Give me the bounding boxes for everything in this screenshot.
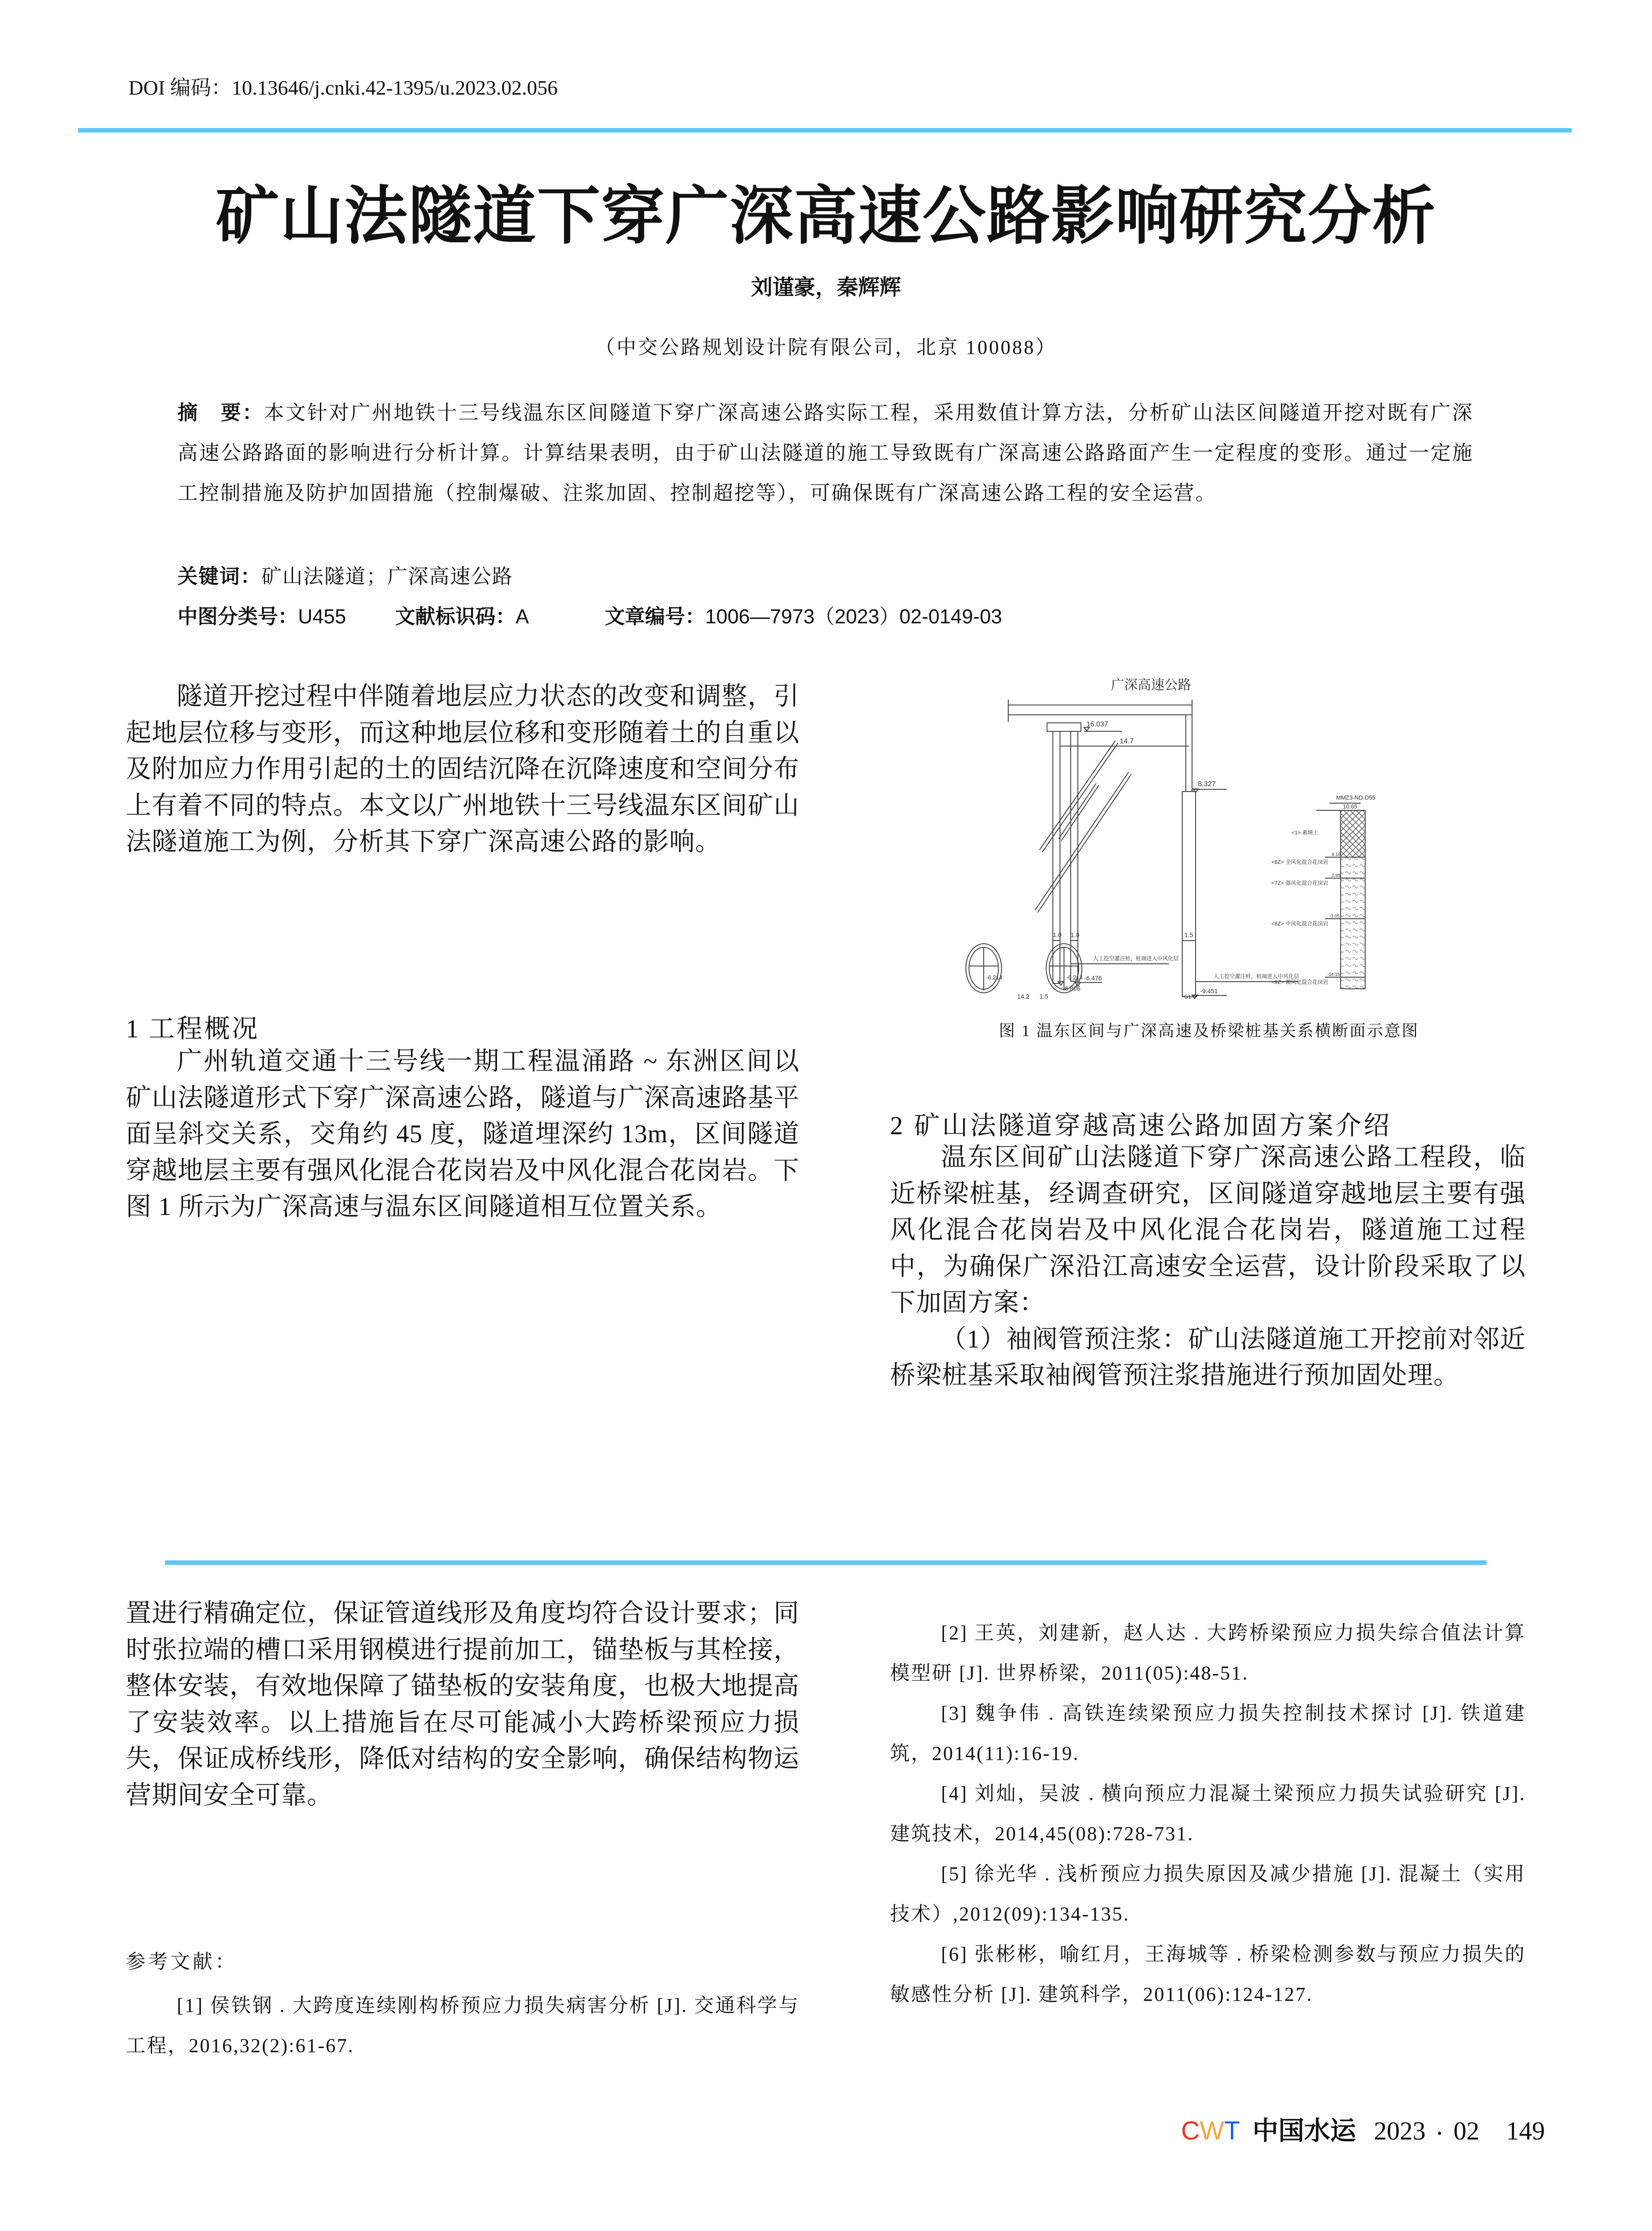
doc-code-value: A [515,605,529,628]
article-no-value: 1006—7973（2023）02-0149-03 [705,605,1002,628]
layer-name: <1> 素填土 [1292,829,1319,836]
keywords-text: 矿山法隧道；广深高速公路 [261,565,513,588]
references-left [126,1986,799,2066]
article-no-label: 文章编号： [604,605,705,628]
reference-item: [3] 魏争伟 . 高铁连续梁预应力损失控制技术探讨 [J]. 铁道建筑，2014(11):16-19. [890,1702,1526,1764]
logo-letter-w: W [1200,2116,1225,2145]
dim-1-0-a: 1.0 [1053,931,1062,938]
dim-1-5-pile: 1.5 [1184,931,1193,938]
abstract [178,393,1474,513]
separator-dot: • [1437,2126,1442,2141]
figure-1-cross-section [959,669,1450,999]
continued-text: 置进行精确定位，保证管道线形及角度均符合设计要求；同时张拉端的槽口采用钢模进行提前加工，锚垫板与其栓接，整体安装，有效地保障了锚垫板的安装角度，也极大地提高了安装效率。以上措施旨在尽可能减小大跨桥梁预应力损失，保证成桥线形，降低对结构的安全影响，确保结构物运营期间安全可靠。 [126,1599,799,1809]
pile-note-right: 人工挖空灌注桩，桩端进入中风化层 [1213,973,1300,979]
classification-line [178,600,1002,629]
pier-right [1186,715,1192,792]
top-rule [78,128,1572,133]
keywords-label: 关键词： [178,565,262,588]
layer-elev: -3.05 [1329,914,1340,919]
layer-name: <9Z> 微风化混合花岗岩 [1271,979,1329,985]
elev-6476: -6.476 [1084,975,1102,982]
section-1-text: 广州轨道交通十三号线一期工程温涌路 ~ 东洲区间以矿山法隧道形式下穿广深高速公路，隧道与广深高速路基平面呈斜交关系，交角约 45 度，隧道埋深约 13m，区间隧道穿越地层主要有强风化混合花岗岩及中风化混合花岗岩。下图 1 所示为广深高速与温东区间隧道相互位置关系。 [126,1047,799,1221]
article-authors: 刘谨豪，秦辉辉 [751,276,901,299]
reference-item: [1] 侯铁钢 . 大跨度连续刚构桥预应力损失病害分析 [J]. 交通科学与工程，2016,32(2):61-67. [126,1995,799,2057]
continued-paragraph [126,1595,799,1813]
tunnel-elev-right: -6.214 [1066,974,1083,981]
doc-code-label: 文献标识码： [395,605,516,628]
clc-label: 中图分类号： [178,605,298,628]
abstract-text: 本文针对广州地铁十三号线温东区间隧道下穿广深高速公路实际工程，采用数值计算方法，分析矿山法区间隧道开挖对既有广深高速公路路面的影响进行分析计算。计算结果表明，由于矿山法隧道的施工导致既有广深高速公路路面产生一定程度的变形。通过一定施工控制措施及防护加固措施（控制爆破、注浆加固、控制超挖等），可确保既有广深高速公路工程的安全运营。 [178,402,1474,504]
pile-id: S1 [1184,994,1191,999]
layer-fill [1341,810,1365,857]
layer-name: <6Z> 全风化混合花岗岩 [1271,859,1329,865]
section-2-text: 温东区间矿山法隧道下穿广深高速公路工程段，临近桥梁桩基，经调查研究，区间隧道穿越地层主要有强风化混合花岗岩及中风化混合花岗岩，隧道施工过程中，为确保广深沿江高速安全运营，设计阶段采取了以下加固方案： [890,1143,1526,1317]
article-title: 矿山法隧道下穿广深高速公路影响研究分析 [215,181,1437,252]
section-1-heading: 1 工程概况 [126,1014,260,1043]
clc-value: U455 [298,605,346,628]
issue-year: 2023 [1374,2116,1426,2145]
reference-item: [2] 王英，刘建新，赵人达 . 大跨桥梁预应力损失综合值法计算模型研 [J]. 世界桥梁，2011(05):48-51. [890,1622,1526,1684]
layer-fill [1341,857,1365,989]
pile-right [1182,792,1196,997]
road-deck [1008,705,1192,715]
references-right [890,1613,1526,2015]
intro-paragraph [126,678,799,860]
intro-text: 隧道开挖过程中伴随着地层应力状态的改变和调整，引起地层位移与变形，而这种地层位移和变形随着土的自重以及附加应力作用引起的土的固结沉降在沉降速度和空间分布上有着不同的特点。本文以广州地铁十三号线温东区间矿山法隧道施工为例，分析其下穿广深高速公路的影响。 [126,682,799,856]
journal-name: 中国水运 [1252,2116,1356,2145]
section-2-heading: 2 矿山法隧道穿越高速公路加固方案介绍 [890,1111,1392,1140]
borehole-id: MMZ3-ND-D55 [1336,794,1376,801]
layer-elev: 8.16 [1332,852,1341,857]
abstract-label: 摘 要： [178,401,264,424]
elev-8327: 8.327 [1198,780,1216,788]
elev-6806: -6.806 [1063,985,1081,992]
logo-letter-t: T [1224,2116,1240,2145]
dim-14-7: 14.7 [1120,738,1134,745]
dim-1-5-bottom: 1.5 [1039,993,1048,999]
logo-letter-c: C [1181,2116,1200,2145]
elev-9451: -9.451 [1200,987,1218,995]
pile-cap-left [1047,723,1081,731]
road-label: 广深高速公路 [1111,678,1191,693]
reference-item: [5] 徐光华 . 浅析预应力损失原因及减少措施 [J]. 混凝土（实用技术）,2012(09):134-135. [890,1863,1526,1925]
elev-cap: 16.037 [1086,721,1108,728]
layer-name: <8Z> 中风化混合花岗岩 [1271,921,1329,927]
layer-name: <7Z> 强风化混合花岗岩 [1271,880,1329,886]
keywords [178,560,513,589]
borehole-top: 10.65 [1343,803,1358,810]
pile-note-left: 人工挖空灌注桩，桩端进入中风化层 [1093,955,1179,962]
section-2-item-1: （1）袖阀管预注浆：矿山法隧道施工开挖前对邻近桥梁桩基采取袖阀管预注浆措施进行预加固处理。 [890,1325,1526,1389]
dim-1-0-b: 1.0 [1071,931,1080,938]
page-footer [1181,2110,1545,2147]
page-number: 149 [1506,2116,1545,2145]
dim-14-2: 14.2 [1017,993,1030,999]
tunnel-elev-left: -6.214 [986,974,1002,981]
grout-pipe [1035,772,1129,910]
layer-elev: 2.95 [1332,873,1341,878]
middle-rule [165,1560,1486,1565]
issue-number: 02 [1453,2116,1479,2145]
references-heading: 参考文献： [126,1951,237,1973]
article-affiliation: （中交公路规划设计院有限公司，北京 100088） [595,336,1057,358]
reference-item: [6] 张彬彬，喻红月，王海城等 . 桥梁检测参数与预应力损失的敏感性分析 [J]. 建筑科学，2011(06):124-127. [890,1943,1526,2005]
layer-elev: -14.15 [1327,972,1340,977]
section-1-body [126,1043,799,1225]
doi-line: DOI 编码：10.13646/j.cnki.42-1395/u.2023.02.056 [128,76,558,99]
figure-caption: 图 1 温东区间与广深高速及桥梁桩基关系横断面示意图 [998,1022,1419,1040]
reference-item: [4] 刘灿，吴波 . 横向预应力混凝土梁预应力损失试验研究 [J]. 建筑技术，2014,45(08):728-731. [890,1783,1526,1845]
section-2-body [890,1139,1526,1394]
